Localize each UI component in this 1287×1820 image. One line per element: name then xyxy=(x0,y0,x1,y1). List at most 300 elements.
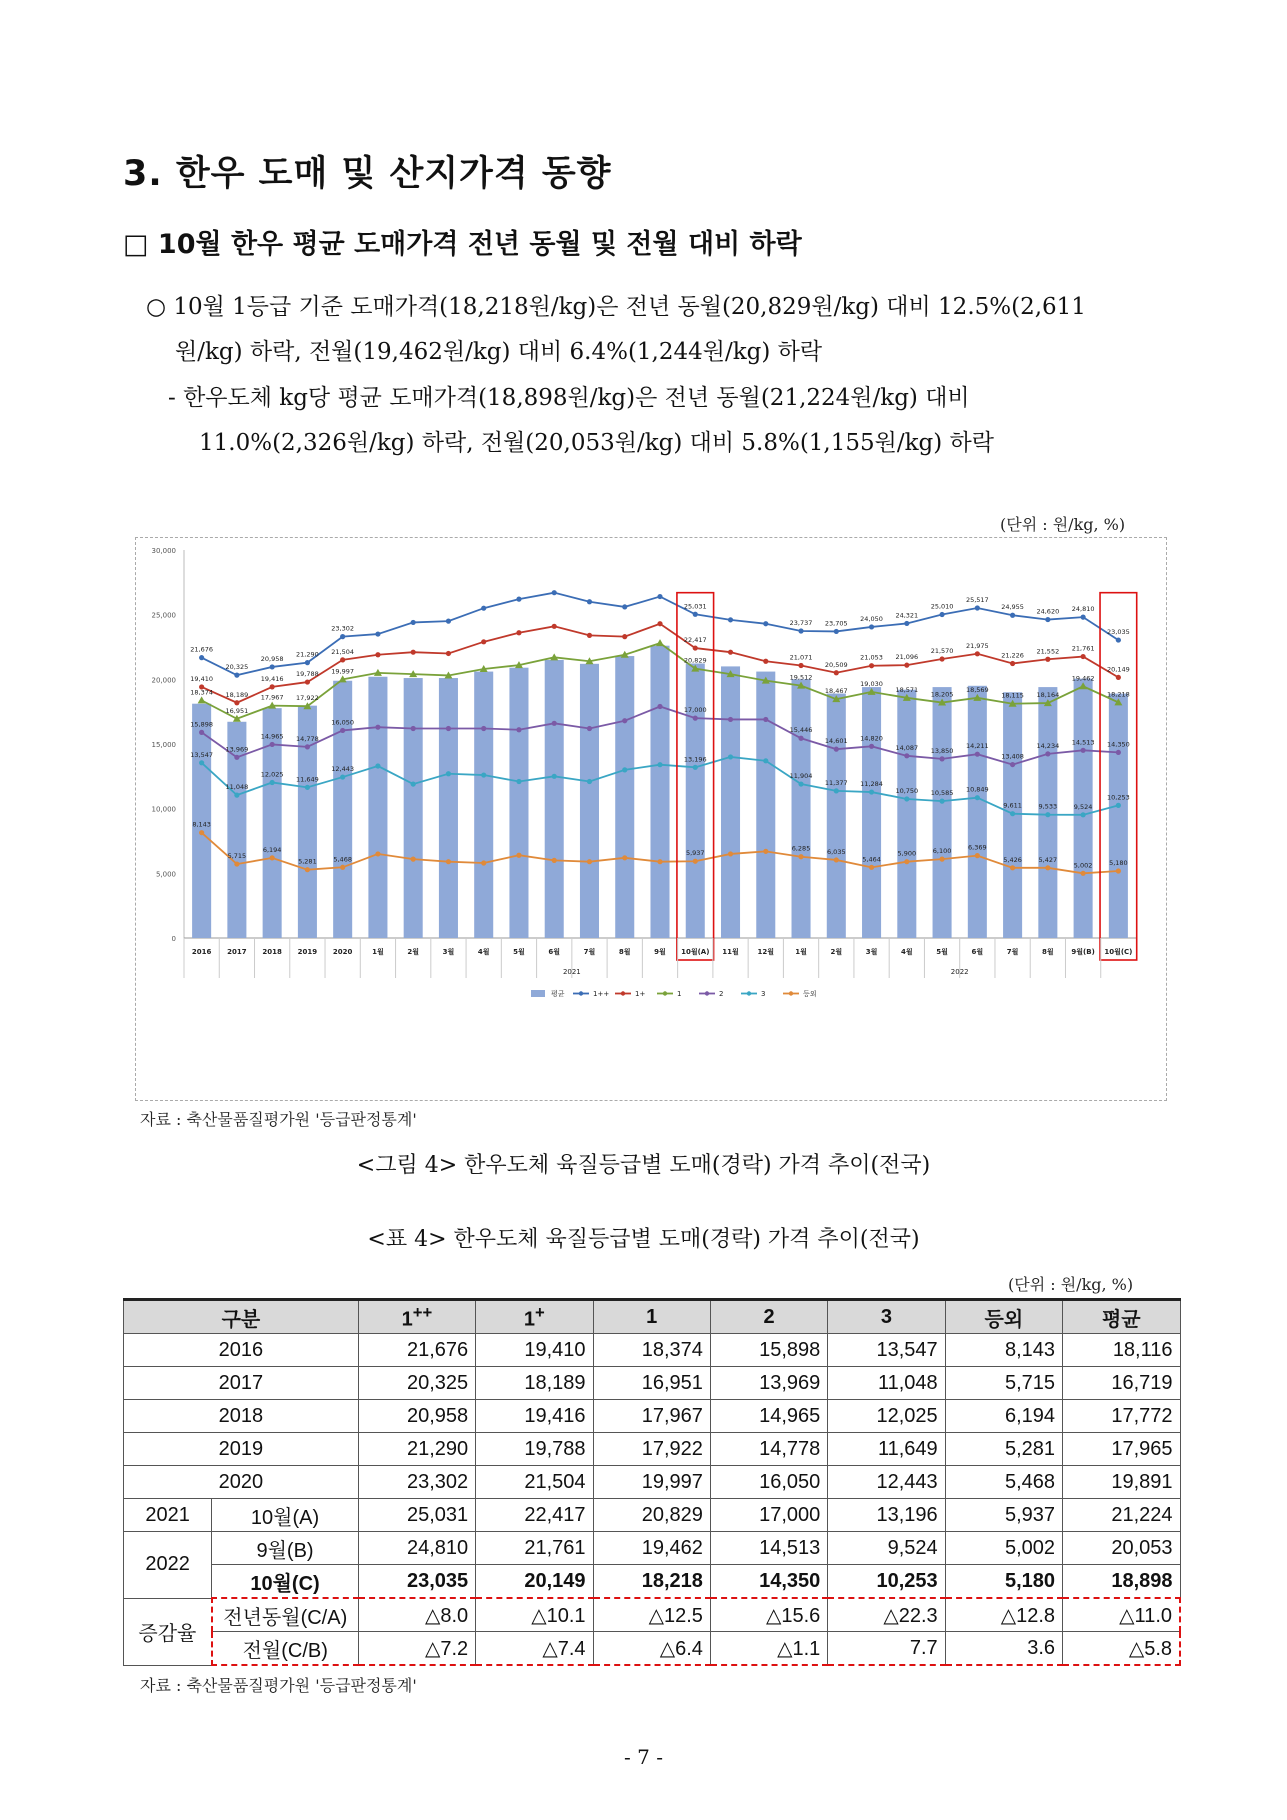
page-number: - 7 - xyxy=(624,1745,663,1769)
x-tick-label: 2016 xyxy=(191,948,212,956)
cell: △6.4 xyxy=(593,1632,710,1666)
y-tick-label: 25,000 xyxy=(151,611,176,620)
x-tick-label: 2019 xyxy=(297,948,318,956)
table-row xyxy=(124,1400,1181,1433)
marker-2 xyxy=(1010,762,1015,767)
marker-1+ xyxy=(834,670,839,675)
data-label: 5,427 xyxy=(1038,855,1058,864)
marker-3 xyxy=(904,796,909,801)
marker-1+ xyxy=(622,634,627,639)
header-average: 평균 xyxy=(1063,1300,1180,1334)
section-title: 3. 한우 도매 및 산지가격 동향 xyxy=(123,154,612,194)
marker-등외 xyxy=(234,861,239,866)
cell: 8,143 xyxy=(945,1334,1062,1367)
marker-1+ xyxy=(798,663,803,668)
cell: △22.3 xyxy=(828,1598,945,1632)
marker-1++ xyxy=(234,673,239,678)
header-category: 구분 xyxy=(124,1300,359,1334)
marker-2 xyxy=(1081,748,1086,753)
cell: 13,196 xyxy=(828,1499,945,1532)
marker-1++ xyxy=(446,619,451,624)
marker-2 xyxy=(552,721,557,726)
data-label: 11,284 xyxy=(860,780,883,789)
data-label: 5,002 xyxy=(1073,861,1093,870)
data-label: 17,967 xyxy=(260,693,284,702)
x-tick-label: 1월 xyxy=(795,948,807,956)
cell: △8.0 xyxy=(358,1598,475,1632)
x-tick-label: 8월 xyxy=(1042,948,1054,956)
header-grade-3: 3 xyxy=(828,1300,945,1334)
marker-3 xyxy=(516,779,521,784)
x-tick-label: 6월 xyxy=(548,948,561,956)
month-label: 10월(C) xyxy=(212,1565,358,1599)
marker-등외 xyxy=(869,865,874,870)
bar-average xyxy=(756,672,775,938)
marker-3 xyxy=(234,793,239,798)
x-tick-label: 2020 xyxy=(332,948,353,956)
data-label: 19,788 xyxy=(296,670,319,679)
marker-1+ xyxy=(552,624,557,629)
data-label: 24,321 xyxy=(895,611,919,620)
cell: 17,000 xyxy=(710,1499,827,1532)
cell: 12,443 xyxy=(828,1466,945,1499)
bar-average xyxy=(404,678,423,938)
data-label: 10,849 xyxy=(965,785,989,794)
marker-1++ xyxy=(1081,615,1086,620)
chart-unit: (단위 : 원/kg, %) xyxy=(1000,515,1126,534)
marker-3 xyxy=(834,788,839,793)
marker-2 xyxy=(199,730,204,735)
data-label: 6,194 xyxy=(262,845,282,854)
marker-등외 xyxy=(270,855,275,860)
marker-1+ xyxy=(234,700,239,705)
cell: 21,676 xyxy=(358,1334,475,1367)
cell: 19,891 xyxy=(1063,1466,1180,1499)
data-label: 11,048 xyxy=(225,783,249,792)
rate-label: 전년동월(C/A) xyxy=(212,1598,358,1632)
marker-3 xyxy=(587,779,592,784)
marker-2 xyxy=(975,752,980,757)
data-label: 6,035 xyxy=(826,847,846,856)
data-label: 21,676 xyxy=(190,645,214,654)
data-label: 21,096 xyxy=(895,653,919,662)
marker-등외 xyxy=(1010,865,1015,870)
table-row-rate-mom xyxy=(124,1632,1181,1666)
marker-1+ xyxy=(869,663,874,668)
data-label: 5,464 xyxy=(862,855,881,864)
x-tick-label: 4월 xyxy=(477,948,490,956)
data-label: 14,820 xyxy=(860,734,883,743)
marker-3 xyxy=(481,772,486,777)
data-label: 23,737 xyxy=(789,619,813,628)
data-label: 14,234 xyxy=(1036,741,1060,750)
marker-3 xyxy=(693,765,698,770)
marker-2 xyxy=(939,756,944,761)
cell: 18,116 xyxy=(1063,1334,1180,1367)
cell: 18,218 xyxy=(593,1565,710,1599)
table-unit: (단위 : 원/kg, %) xyxy=(1008,1275,1134,1294)
cell: △11.0 xyxy=(1063,1598,1180,1632)
data-label: 19,416 xyxy=(260,674,284,683)
bar-average xyxy=(509,668,528,938)
x-tick-label: 6월 xyxy=(971,948,984,956)
marker-1+ xyxy=(446,651,451,656)
bar-average xyxy=(789,679,813,938)
data-label: 20,325 xyxy=(225,663,249,672)
bar-average xyxy=(650,646,669,938)
cell: 11,649 xyxy=(828,1433,945,1466)
cell: 19,416 xyxy=(476,1400,593,1433)
data-label: 8,143 xyxy=(192,820,211,829)
data-label: 18,189 xyxy=(225,690,249,699)
cell: 20,325 xyxy=(358,1367,475,1400)
marker-1++ xyxy=(375,631,380,636)
data-label: 18,467 xyxy=(824,687,848,696)
header-grade-1: 1 xyxy=(593,1300,710,1334)
marker-3 xyxy=(975,795,980,800)
marker-2 xyxy=(1116,750,1121,755)
bar-average xyxy=(683,664,707,938)
marker-1++ xyxy=(975,605,980,610)
year-group-label: 2022 xyxy=(950,968,969,976)
subheading: □ 10월 한우 평균 도매가격 전년 동월 및 전월 대비 하락 xyxy=(123,229,802,260)
marker-1+ xyxy=(481,639,486,644)
marker-3 xyxy=(411,781,416,786)
marker-1++ xyxy=(728,617,733,622)
marker-1+ xyxy=(516,630,521,635)
y-tick-label: 10,000 xyxy=(151,805,176,814)
data-label: 19,997 xyxy=(331,667,355,676)
marker-1+ xyxy=(411,650,416,655)
paragraph-2-line-2: 11.0%(2,326원/kg) 하락, 전월(20,053원/kg) 대비 5.8%(1,155원/kg) 하락 xyxy=(199,430,994,456)
year-2021: 2021 xyxy=(124,1499,212,1532)
data-label: 13,969 xyxy=(225,745,249,754)
marker-3 xyxy=(446,771,451,776)
marker-3 xyxy=(340,774,345,779)
bar-average xyxy=(439,678,458,938)
data-label: 20,509 xyxy=(824,660,848,669)
x-tick-label: 4월 xyxy=(900,948,913,956)
year-label: 2016 xyxy=(124,1334,359,1367)
data-label: 19,462 xyxy=(1071,674,1095,683)
marker-1++ xyxy=(834,629,839,634)
cell: △10.1 xyxy=(476,1598,593,1632)
marker-1+ xyxy=(657,621,662,626)
table-row xyxy=(124,1466,1181,1499)
marker-1+ xyxy=(1081,654,1086,659)
marker-등외 xyxy=(763,849,768,854)
data-label: 21,975 xyxy=(965,641,989,650)
marker-1+ xyxy=(763,659,768,664)
data-label: 19,410 xyxy=(190,674,214,683)
month-label: 10월(A) xyxy=(212,1499,358,1532)
cell: 16,719 xyxy=(1063,1367,1180,1400)
cell: 7.7 xyxy=(828,1632,945,1666)
legend-marker xyxy=(621,991,625,995)
data-label: 21,226 xyxy=(1001,651,1024,660)
cell: 20,149 xyxy=(476,1565,593,1599)
data-label: 20,958 xyxy=(260,654,284,663)
data-label: 16,050 xyxy=(331,718,355,727)
cell: 13,547 xyxy=(828,1334,945,1367)
data-label: 11,904 xyxy=(789,772,813,781)
data-label: 25,031 xyxy=(683,602,707,611)
marker-등외 xyxy=(1081,871,1086,876)
bar-average xyxy=(965,685,989,938)
cell: 19,410 xyxy=(476,1334,593,1367)
table-header-row xyxy=(124,1300,1181,1334)
table-row-2022-sep xyxy=(124,1532,1181,1565)
marker-1++ xyxy=(798,628,803,633)
legend-label: 3 xyxy=(761,990,766,998)
marker-등외 xyxy=(904,859,909,864)
paragraph-1-line-2: 원/kg) 하락, 전월(19,462원/kg) 대비 6.4%(1,244원/kg) 하락 xyxy=(175,339,823,365)
data-label: 20,149 xyxy=(1106,665,1130,674)
header-grade-out: 등외 xyxy=(945,1300,1062,1334)
cell: 10,253 xyxy=(828,1565,945,1599)
price-table xyxy=(123,1298,1181,1666)
marker-1++ xyxy=(763,621,768,626)
cell: △15.6 xyxy=(710,1598,827,1632)
marker-3 xyxy=(1116,803,1121,808)
marker-등외 xyxy=(446,859,451,864)
marker-등외 xyxy=(587,859,592,864)
data-label: 18,374 xyxy=(190,688,214,697)
marker-3 xyxy=(552,774,557,779)
marker-3 xyxy=(305,785,310,790)
year-label: 2018 xyxy=(124,1400,359,1433)
data-label: 24,955 xyxy=(1001,603,1024,612)
marker-1+ xyxy=(1116,675,1121,680)
legend-marker xyxy=(579,991,583,995)
bar-average xyxy=(545,660,564,938)
x-tick-label: 1월 xyxy=(372,948,384,956)
marker-3 xyxy=(798,781,803,786)
table-row-rate-yoy xyxy=(124,1598,1181,1632)
year-group-label: 2021 xyxy=(562,968,581,976)
year-label: 2019 xyxy=(124,1433,359,1466)
marker-1++ xyxy=(693,612,698,617)
legend-swatch xyxy=(531,990,545,997)
marker-1++ xyxy=(481,606,486,611)
bar-average xyxy=(824,694,848,938)
marker-1++ xyxy=(904,621,909,626)
cell: 3.6 xyxy=(945,1632,1062,1666)
bar-average xyxy=(368,677,387,938)
marker-2 xyxy=(340,728,345,733)
bar-average xyxy=(474,672,493,938)
data-label: 21,761 xyxy=(1071,644,1095,653)
data-label: 13,196 xyxy=(683,755,707,764)
data-label: 13,408 xyxy=(1001,752,1024,761)
y-tick-label: 0 xyxy=(171,935,176,943)
marker-등외 xyxy=(834,857,839,862)
marker-1+ xyxy=(975,651,980,656)
cell: 20,053 xyxy=(1063,1532,1180,1565)
marker-등외 xyxy=(411,857,416,862)
cell: 16,951 xyxy=(593,1367,710,1400)
marker-1++ xyxy=(199,655,204,660)
marker-1+ xyxy=(1010,661,1015,666)
marker-1++ xyxy=(939,612,944,617)
data-label: 18,569 xyxy=(965,685,989,694)
marker-등외 xyxy=(1045,865,1050,870)
y-tick-label: 5,000 xyxy=(155,870,176,879)
data-label: 10,750 xyxy=(895,786,919,795)
marker-1+ xyxy=(728,650,733,655)
data-label: 14,965 xyxy=(260,732,284,741)
cell: 5,180 xyxy=(945,1565,1062,1599)
year-label: 2020 xyxy=(124,1466,359,1499)
wholesale-price-chart xyxy=(136,538,1166,1100)
marker-1+ xyxy=(1045,657,1050,662)
data-label: 13,547 xyxy=(190,750,214,759)
marker-등외 xyxy=(975,853,980,858)
data-label: 11,377 xyxy=(824,778,848,787)
marker-3 xyxy=(375,763,380,768)
marker-2 xyxy=(305,744,310,749)
cell: 24,810 xyxy=(358,1532,475,1565)
marker-등외 xyxy=(657,859,662,864)
data-label: 5,281 xyxy=(298,857,317,866)
table-row xyxy=(124,1433,1181,1466)
cell: 23,302 xyxy=(358,1466,475,1499)
month-label: 9월(B) xyxy=(212,1532,358,1565)
legend-marker xyxy=(663,991,667,995)
data-label: 6,369 xyxy=(968,843,987,852)
marker-1++ xyxy=(305,660,310,665)
data-label: 24,620 xyxy=(1036,607,1060,616)
marker-2 xyxy=(1045,751,1050,756)
marker-1+ xyxy=(939,656,944,661)
paragraph-2-line-1: - 한우도체 kg당 평균 도매가격(18,898원/kg)은 전년 동월(21,224원/kg) 대비 xyxy=(168,385,970,411)
bar-average xyxy=(580,664,599,938)
cell: 5,715 xyxy=(945,1367,1062,1400)
marker-등외 xyxy=(693,859,698,864)
data-label: 19,512 xyxy=(789,673,813,682)
cell: 13,969 xyxy=(710,1367,827,1400)
data-label: 18,218 xyxy=(1106,690,1130,699)
table-source: 자료 : 축산물품질평가원 '등급판정통계' xyxy=(140,1676,417,1695)
cell: 18,898 xyxy=(1063,1565,1180,1599)
cell: 11,048 xyxy=(828,1367,945,1400)
data-label: 12,025 xyxy=(260,770,284,779)
data-label: 15,898 xyxy=(190,720,214,729)
x-tick-label: 3월 xyxy=(442,948,455,956)
x-tick-label: 10월(A) xyxy=(681,948,710,956)
data-label: 21,071 xyxy=(789,653,813,662)
marker-1++ xyxy=(657,594,662,599)
data-label: 21,552 xyxy=(1036,647,1060,656)
marker-2 xyxy=(657,704,662,709)
legend-label: 1 xyxy=(677,990,682,998)
cell: 6,194 xyxy=(945,1400,1062,1433)
data-label: 17,922 xyxy=(296,694,319,703)
cell: 5,468 xyxy=(945,1466,1062,1499)
marker-1+ xyxy=(904,663,909,668)
legend-label: 2 xyxy=(719,990,724,998)
cell: 17,922 xyxy=(593,1433,710,1466)
x-tick-label: 11월 xyxy=(722,948,739,956)
marker-1++ xyxy=(516,597,521,602)
legend-label: 평균 xyxy=(551,990,565,998)
x-tick-label: 12월 xyxy=(757,948,775,956)
data-label: 17,000 xyxy=(683,706,707,715)
marker-2 xyxy=(270,742,275,747)
data-label: 9,533 xyxy=(1038,802,1058,811)
cell: 16,050 xyxy=(710,1466,827,1499)
marker-등외 xyxy=(939,857,944,862)
x-tick-label: 5월 xyxy=(936,948,948,956)
data-label: 25,517 xyxy=(965,595,989,604)
data-label: 21,570 xyxy=(930,647,954,656)
legend-label: 등외 xyxy=(803,990,817,998)
marker-1++ xyxy=(552,590,557,595)
data-label: 15,446 xyxy=(789,726,813,735)
x-tick-label: 9월 xyxy=(654,948,666,956)
data-label: 21,504 xyxy=(331,647,355,656)
cell: 14,350 xyxy=(710,1565,827,1599)
cell: 15,898 xyxy=(710,1334,827,1367)
x-tick-label: 3월 xyxy=(865,948,878,956)
marker-2 xyxy=(481,726,486,731)
cell: 22,417 xyxy=(476,1499,593,1532)
cell: 21,224 xyxy=(1063,1499,1180,1532)
data-label: 6,285 xyxy=(791,844,811,853)
marker-2 xyxy=(446,726,451,731)
y-tick-label: 20,000 xyxy=(151,676,176,685)
marker-1++ xyxy=(1116,637,1121,642)
cell: △7.2 xyxy=(358,1632,475,1666)
table-caption: <표 4> 한우도체 육질등급별 도매(경락) 가격 추이(전국) xyxy=(367,1227,920,1252)
cell: 9,524 xyxy=(828,1532,945,1565)
marker-2 xyxy=(798,736,803,741)
cell: 18,374 xyxy=(593,1334,710,1367)
cell: 17,772 xyxy=(1063,1400,1180,1433)
data-label: 14,087 xyxy=(895,743,919,752)
cell: 5,937 xyxy=(945,1499,1062,1532)
cell: 17,967 xyxy=(593,1400,710,1433)
marker-1++ xyxy=(1010,613,1015,618)
marker-2 xyxy=(375,725,380,730)
cell: 14,778 xyxy=(710,1433,827,1466)
cell: △12.5 xyxy=(593,1598,710,1632)
marker-1+ xyxy=(693,645,698,650)
data-label: 14,350 xyxy=(1106,740,1130,749)
data-label: 12,443 xyxy=(331,765,355,774)
data-label: 20,829 xyxy=(683,656,707,665)
cell: 14,513 xyxy=(710,1532,827,1565)
cell: △1.1 xyxy=(710,1632,827,1666)
marker-등외 xyxy=(481,860,486,865)
data-label: 5,426 xyxy=(1003,855,1022,864)
marker-3 xyxy=(939,799,944,804)
data-label: 11,649 xyxy=(296,775,319,784)
x-tick-label: 7월 xyxy=(1006,948,1019,956)
x-tick-label: 5월 xyxy=(513,948,525,956)
x-tick-label: 7월 xyxy=(583,948,596,956)
marker-1++ xyxy=(622,604,627,609)
data-label: 5,180 xyxy=(1109,859,1128,868)
data-label: 5,468 xyxy=(333,855,352,864)
rate-group-label: 증감율 xyxy=(124,1598,212,1665)
data-label: 10,253 xyxy=(1106,793,1130,802)
marker-2 xyxy=(763,717,768,722)
marker-1+ xyxy=(375,652,380,657)
marker-등외 xyxy=(728,851,733,856)
data-label: 16,951 xyxy=(225,706,249,715)
cell: 18,189 xyxy=(476,1367,593,1400)
